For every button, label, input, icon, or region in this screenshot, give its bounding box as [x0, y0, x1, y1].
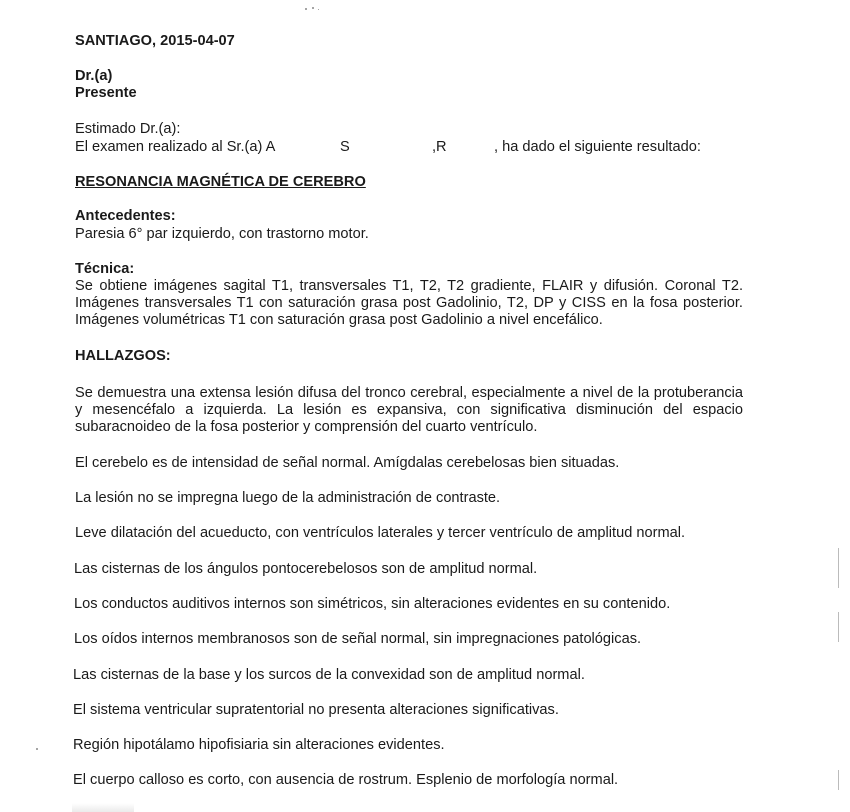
place-date: SANTIAGO, 2015-04-07 — [75, 33, 235, 49]
finding-item: El sistema ventricular supratentorial no presenta alteraciones significativas. — [73, 702, 559, 718]
exam-intro-prefix: El examen realizado al Sr.(a) A — [75, 139, 276, 155]
tecnica-text: Se obtiene imágenes sagital T1, transversales T1, T2, T2 gradiente, FLAIR y difusión. Coronal T2. Imágenes transversales T1 con saturación grasa post Gadolinio, T2, DP y CISS en la fosa posterior. Imágenes volumétricas T1 con saturación grasa post Gadolinio a nivel encefálico. — [75, 278, 743, 328]
finding-item: El cuerpo calloso es corto, con ausencia de rostrum. Esplenio de morfología normal. — [73, 772, 619, 788]
antecedentes-text: Paresia 6° par izquierdo, con trastorno motor. — [75, 226, 369, 242]
exam-intro-suffix: , ha dado el siguiente resultado: — [494, 139, 701, 155]
hallazgos-heading: HALLAZGOS: — [75, 348, 171, 364]
antecedentes-heading: Antecedentes: — [75, 208, 176, 224]
exam-title: RESONANCIA MAGNÉTICA DE CEREBRO — [75, 174, 366, 190]
presente-line: Presente — [75, 85, 137, 101]
scan-speck — [312, 7, 314, 9]
scan-speck — [305, 8, 307, 10]
patient-surname-initial: S — [340, 139, 350, 155]
finding-item: Las cisternas de la base y los surcos de la convexidad son de amplitud normal. — [73, 667, 585, 683]
recipient-line: Dr.(a) — [75, 68, 113, 84]
finding-item: Los oídos internos membranosos son de señal normal, sin impregnaciones patológicas. — [74, 631, 642, 647]
finding-item: El cerebelo es de intensidad de señal normal. Amígdalas cerebelosas bien situadas. — [75, 455, 620, 471]
tecnica-heading: Técnica: — [75, 261, 135, 277]
scan-edge-mark — [838, 548, 839, 588]
scan-speck — [36, 748, 38, 750]
scan-edge-mark — [838, 770, 839, 790]
finding-item: La lesión no se impregna luego de la administración de contraste. — [75, 490, 501, 506]
cut-off-next-line — [72, 803, 134, 812]
salutation: Estimado Dr.(a): — [75, 121, 181, 137]
patient-second-initial: ,R — [432, 139, 447, 155]
scan-speck — [318, 9, 319, 10]
hallazgos-paragraph: Se demuestra una extensa lesión difusa del tronco cerebral, especialmente a nivel de la protuberancia y mesencéfalo a izquierda. La lesión es expansiva, con significativa disminución del espacio subaracnoideo de la fosa posterior y comprensión del cuarto ventrículo. — [75, 385, 743, 435]
finding-item: Leve dilatación del acueducto, con ventrículos laterales y tercer ventrículo de amplitud normal. — [75, 525, 686, 541]
scan-edge-mark — [838, 612, 839, 642]
finding-item: Región hipotálamo hipofisiaria sin alteraciones evidentes. — [73, 737, 445, 753]
finding-item: Las cisternas de los ángulos pontocerebelosos son de amplitud normal. — [74, 561, 538, 577]
finding-item: Los conductos auditivos internos son simétricos, sin alteraciones evidentes en su contenido. — [74, 596, 671, 612]
